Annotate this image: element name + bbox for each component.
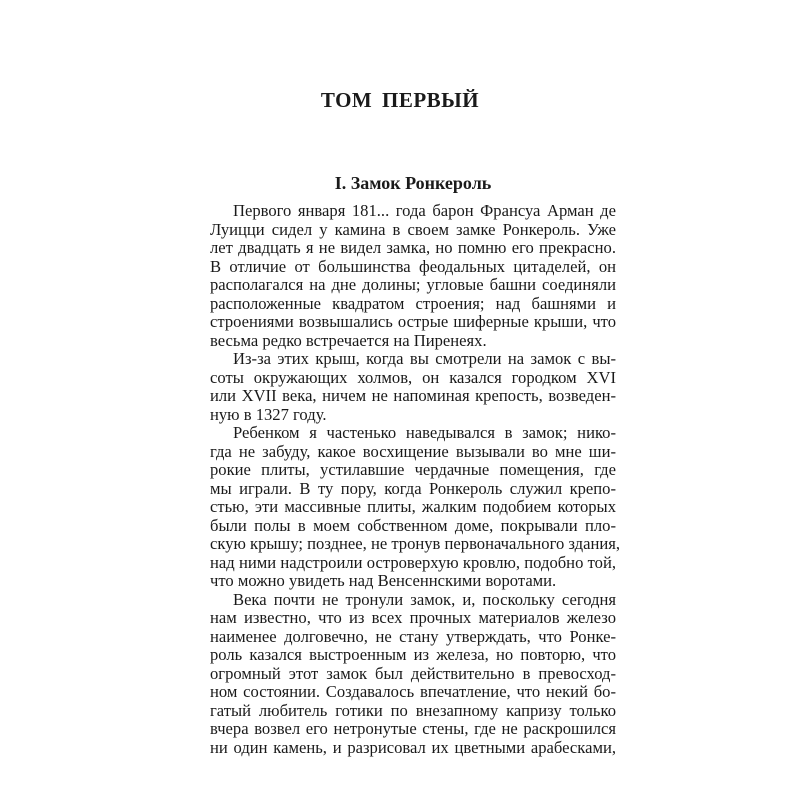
- text-line: ную в 1327 году.: [210, 404, 327, 424]
- text-line: ни один камень, и разрисовал их цветными арабесками,: [210, 737, 616, 757]
- paragraph: [210, 350, 616, 424]
- text-line: что можно увидеть над Венсеннскими воротами.: [210, 571, 557, 590]
- text-line: Луицци сидел у камина в своем замке Ронкероль. Уже: [210, 219, 616, 239]
- text-line: лет двадцать я не видел замка, но помню его прекрасно.: [210, 238, 616, 257]
- text-line: расположенные квадратом строения; над башнями и: [210, 293, 616, 313]
- paragraph: [210, 202, 616, 350]
- body-text: [210, 201, 621, 757]
- text-line: над ними надстроили островерхую кровлю, подобно той,: [210, 552, 616, 572]
- text-line: стью, эти массивные плиты, жалким подобием которых: [210, 497, 616, 516]
- text-line: роль казался выстроенным из железа, но повторю, что: [210, 645, 616, 664]
- text-line: гда не забуду, какое восхищение вызывали во мне ши-: [210, 441, 616, 461]
- text-line: Из-за этих крыш, когда вы смотрели на замок с вы-: [233, 349, 616, 368]
- text-line: Века почти не тронули замок, и, поскольку сегодня: [233, 589, 616, 609]
- text-line: были полы в моем собственном доме, покрывали пло-: [210, 515, 616, 535]
- text-line: нам известно, что из всех прочных материалов железо: [210, 608, 616, 627]
- paragraph: [210, 591, 616, 758]
- text-line: строениями возвышались острые шиферные крыши, что: [210, 312, 616, 331]
- text-line: рокие плиты, устилавшие чердачные помещения, где: [210, 460, 616, 479]
- text-line: наименее долговечно, не стану утверждать, что Ронке-: [210, 626, 616, 646]
- chapter-title: I. Замок Ронкероль: [334, 173, 492, 193]
- text-line: Ребенком я частенько наведывался в замок; нико-: [233, 423, 616, 442]
- text-line: мы играли. В ту пору, когда Ронкероль служил крепо-: [210, 478, 616, 498]
- text-line: соты окружающих холмов, он казался городком XVI: [210, 367, 616, 387]
- text-line: вчера возвел его нетронутые стены, где не раскрошился: [210, 719, 616, 738]
- volume-title: ТОМ ПЕРВЫЙ: [320, 88, 480, 112]
- text-line: огромный этот замок был действительно в превосход-: [210, 663, 616, 683]
- text-line: скую крышу; позднее, не тронув первоначального здания,: [210, 534, 621, 553]
- paragraph: [210, 423, 621, 591]
- text-line: располагался на дне долины; угловые башни соединяли: [210, 275, 616, 294]
- text-line: В отличие от большинства феодальных цитаделей, он: [210, 256, 616, 276]
- text-line: весьма редко встречается на Пиренеях.: [210, 330, 487, 350]
- text-line: ном состоянии. Создавалось впечатление, что некий бо-: [210, 682, 616, 701]
- text-line: или XVII века, ничем не напоминая крепость, возведен-: [210, 386, 616, 405]
- text-line: гатый любитель готики по внезапному капризу только: [210, 700, 616, 720]
- text-line: Первого января 181... года барон Франсуа Арман де: [233, 201, 616, 220]
